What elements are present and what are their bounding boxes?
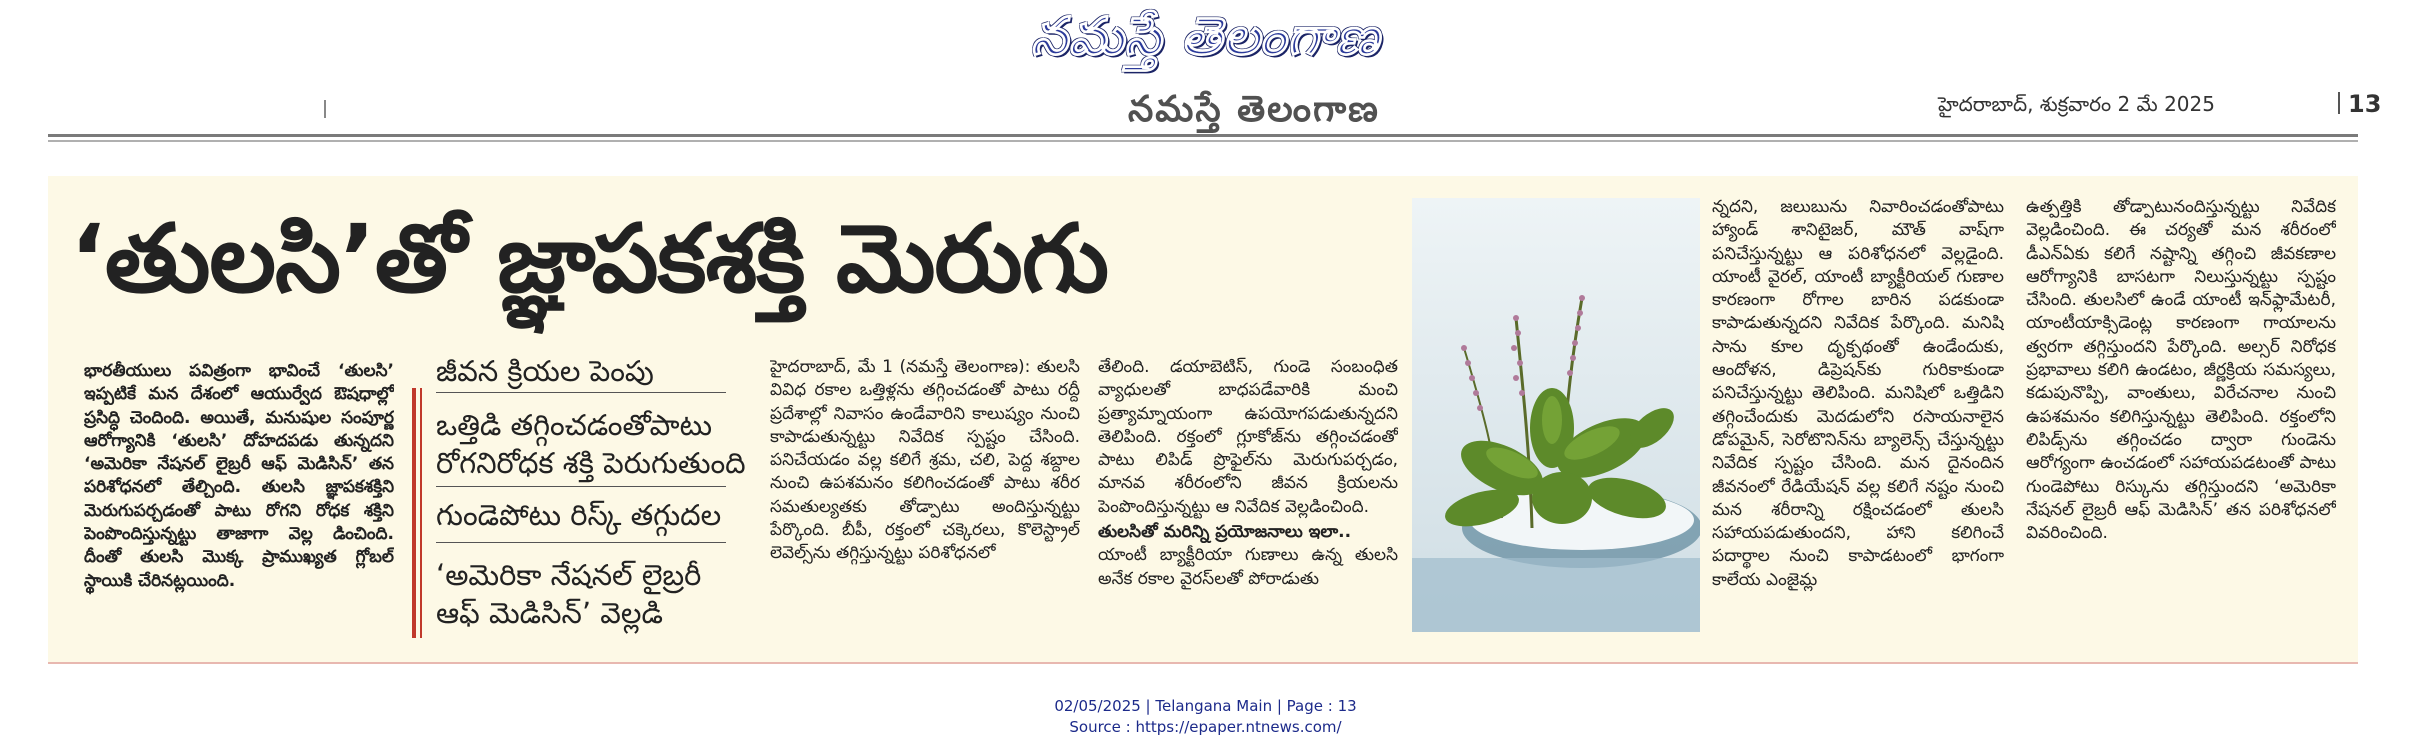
deck-accent-bar	[412, 388, 416, 638]
running-header	[48, 84, 2382, 130]
tulsi-plant-illustration	[1412, 198, 1700, 632]
deck-item: ఆఫ్ మెడిసిన్’ వెల్లడి	[436, 596, 663, 630]
header-rule-thin	[48, 140, 2358, 142]
article-body-column: హైదరాబాద్, మే 1 (నమస్తే తెలంగాణ): తులసి వివిధ రకాల ఒత్తిళ్లను తగ్గించడంతో పాటు రద్దీ ప్రదేశాల్లో నివాసం ఉండేవారిని కాలుష్యం నుంచి కాపాడుతున్నట్టు నివేదిక స్పష్టం చేసింది. పనిచేయడం వల్ల కలిగే శ్రమ, చలి, పెద్ద శబ్దాల నుంచి ఉపశమనం కలిగించడంతో పాటు శరీర సమతుల్యతకు తోడ్పాటు అందిస్తున్నట్టు పేర్కొంది. బీపీ, రక్తంలో చక్కెరలు, కొలెస్ట్రాల్ లెవెల్స్‌ను తగ్గిస్తున్నట్టు పరిశోధనలో	[770, 357, 1080, 564]
tulsi-plant-image	[1412, 198, 1700, 632]
article-body-column	[1098, 356, 1398, 636]
footer-source-link[interactable]: Source : https://epaper.ntnews.com/	[1069, 718, 1342, 736]
deck-item: రోగనిరోధక శక్తి పెరుగుతుంది	[436, 446, 746, 480]
deck-item: ఒత్తిడి తగ్గించడంతోపాటు	[436, 408, 712, 442]
deck-divider	[436, 486, 726, 487]
deck-divider	[436, 392, 726, 393]
article-body-column: ఉత్పత్తికి తోడ్పాటునందిస్తున్నట్టు నివేదిక వెల్లడించింది. ఈ చర్యతో మన శరీరంలో డీఎన్ఏకు కలిగే నష్టాన్ని తగ్గించి జీవకణాల ఆరోగ్యానికి బాసటగా నిలుస్తున్నట్టు స్పష్టం చేసింది. తులసిలో ఉండే యాంటీ ఇన్‌ఫ్లామేటరీ, యాంటీయాక్సిడెంట్ల కారణంగా గాయాలను త్వరగా తగ్గిస్తుందని పేర్కొంది. అల్సర్ నిరోధక ప్రభావాలు కలిగి ఉండటం, జీర్ణక్రియ సమస్యలు, కడుపునొప్పి, వాంతులు, విరేచనాల నుంచి ఉపశమనం కలిగిస్తున్నట్టు తెలిపింది. రక్తంలోని లిపిడ్స్‌ను తగ్గించడం ద్వారా గుండెను ఆరోగ్యంగా ఉంచడంలో సహాయపడటంతో పాటు గుండెపోటు రిస్కును తగ్గిస్తుందని ‘అమెరికా నేషనల్ లైబ్రరీ ఆఫ్ మెడిసిన్’ తన పరిశోధనలో వివరించింది.	[2026, 197, 2336, 544]
header-rule	[48, 134, 2358, 137]
article-body-column: న్నదని, జలుబును నివారించడంతోపాటు హ్యాండ్ శానిటైజర్, మౌత్ వాష్‌గా పనిచేస్తున్నట్టు ఆ పరిశోధనలో వెల్లడైంది. యాంటీ వైరల్, యాంటీ బ్యాక్టీరియల్ గుణాల కారణంగా రోగాల బారిన పడకుండా కాపాడుతున్నదని నివేదిక పేర్కొంది. మనిషి సాను కూల దృక్పథంతో ఉండేందుకు, ఆందోళన, డిప్రెషన్‌కు గురికాకుండా పనిచేస్తున్నట్టు తెలిపింది. మనిషిలో ఒత్తిడిని తగ్గించేందుకు మెదడులోని రసాయనాలైన డోపమైన్, సెరోటొనిన్‌ను బ్యాలెన్స్ చేస్తున్నట్టు నివేదిక స్పష్టం చేసింది. మన దైనందిన జీవనంలో రేడియేషన్ వల్ల కలిగే నష్టం నుంచి మన శరీరాన్ని రక్షించడంలో తులసి సహాయపడుతుందని, హాని కలిగించే పదార్థాల నుంచి కాపాడటంలో భాగంగా కాలేయ ఎంజైమ్ల	[1712, 197, 2004, 590]
page-footer	[0, 696, 2411, 738]
body-subheading: తులసితో మరిన్ని ప్రయోజనాలు ఇలా..	[1098, 522, 1352, 543]
deck-accent-bar-thin	[420, 388, 422, 638]
article-headline: ‘తులసి’తో జ్ఞాపకశక్తి మెరుగు	[70, 205, 1109, 314]
masthead-title: నమస్తే తెలంగాణ	[1031, 6, 1380, 67]
deck-item: జీవన క్రియల పెంపు	[436, 354, 654, 388]
article-bottom-rule	[48, 662, 2358, 664]
body-paragraph: యాంటీ బ్యాక్టీరియా గుణాలు ఉన్న తులసి అనేక రకాల వైరస్‌లతో పోరాడుతు	[1098, 545, 1398, 589]
deck-divider	[436, 542, 726, 543]
article-intro: భారతీయులు పవిత్రంగా భావించే ‘తులసి’ ఇప్పటికే మన దేశంలో ఆయుర్వేద ఔషధాల్లో ప్రసిద్ధి చెందింది. అయితే, మనుషుల సంపూర్ణ ఆరోగ్యానికి ‘తులసి’ దోహదపడు తున్నదని ‘అమెరికా నేషనల్ లైబ్రరీ ఆఫ్ మెడిసిన్’ తన పరిశోధనలో తేల్చింది. తులసి జ్ఞాపకశక్తిని మెరుగుపర్చడంతో పాటు రోగని రోధక శక్తిని పెంపొందిస్తున్నట్టు తాజాగా వెల్ల డించింది. దీంతో తులసి మొక్క ప్రాముఖ్యత గ్లోబల్ స్థాయికి చేరినట్లయింది.	[84, 361, 394, 591]
deck-item: గుండెపోటు రిస్క్ తగ్గుదల	[436, 498, 722, 532]
body-paragraph: తేలింది. డయాబెటిస్, గుండె సంబంధిత వ్యాధులతో బాధపడేవారికి మంచి ప్రత్యామ్నాయంగా ఉపయోగపడుతున్నదని తెలిపింది. రక్తంలో గ్లూకోజ్‌ను తగ్గించడంతో పాటు లిపిడ్ ప్రొఫైల్‌ను మెరుగుపర్చడం, మానవ శరీరంలోని జీవన క్రియలను పెంపొందిస్తున్నట్టు ఆ నివేదిక వెల్లడించింది.	[1098, 357, 1398, 517]
header-date: హైదరాబాద్, శుక్రవారం 2 మే 2025	[1938, 92, 2215, 116]
header-center-title: నమస్తే తెలంగాణ	[1128, 88, 1380, 130]
footer-edition-info: 02/05/2025 | Telangana Main | Page : 13	[1054, 697, 1357, 715]
article-deck	[412, 350, 762, 650]
header-divider	[324, 100, 326, 118]
deck-item: ‘అమెరికా నేషనల్ లైబ్రరీ	[436, 558, 702, 592]
masthead-logo	[0, 6, 2411, 68]
header-page-number: 13	[2348, 90, 2382, 118]
header-page-divider	[2338, 92, 2340, 114]
